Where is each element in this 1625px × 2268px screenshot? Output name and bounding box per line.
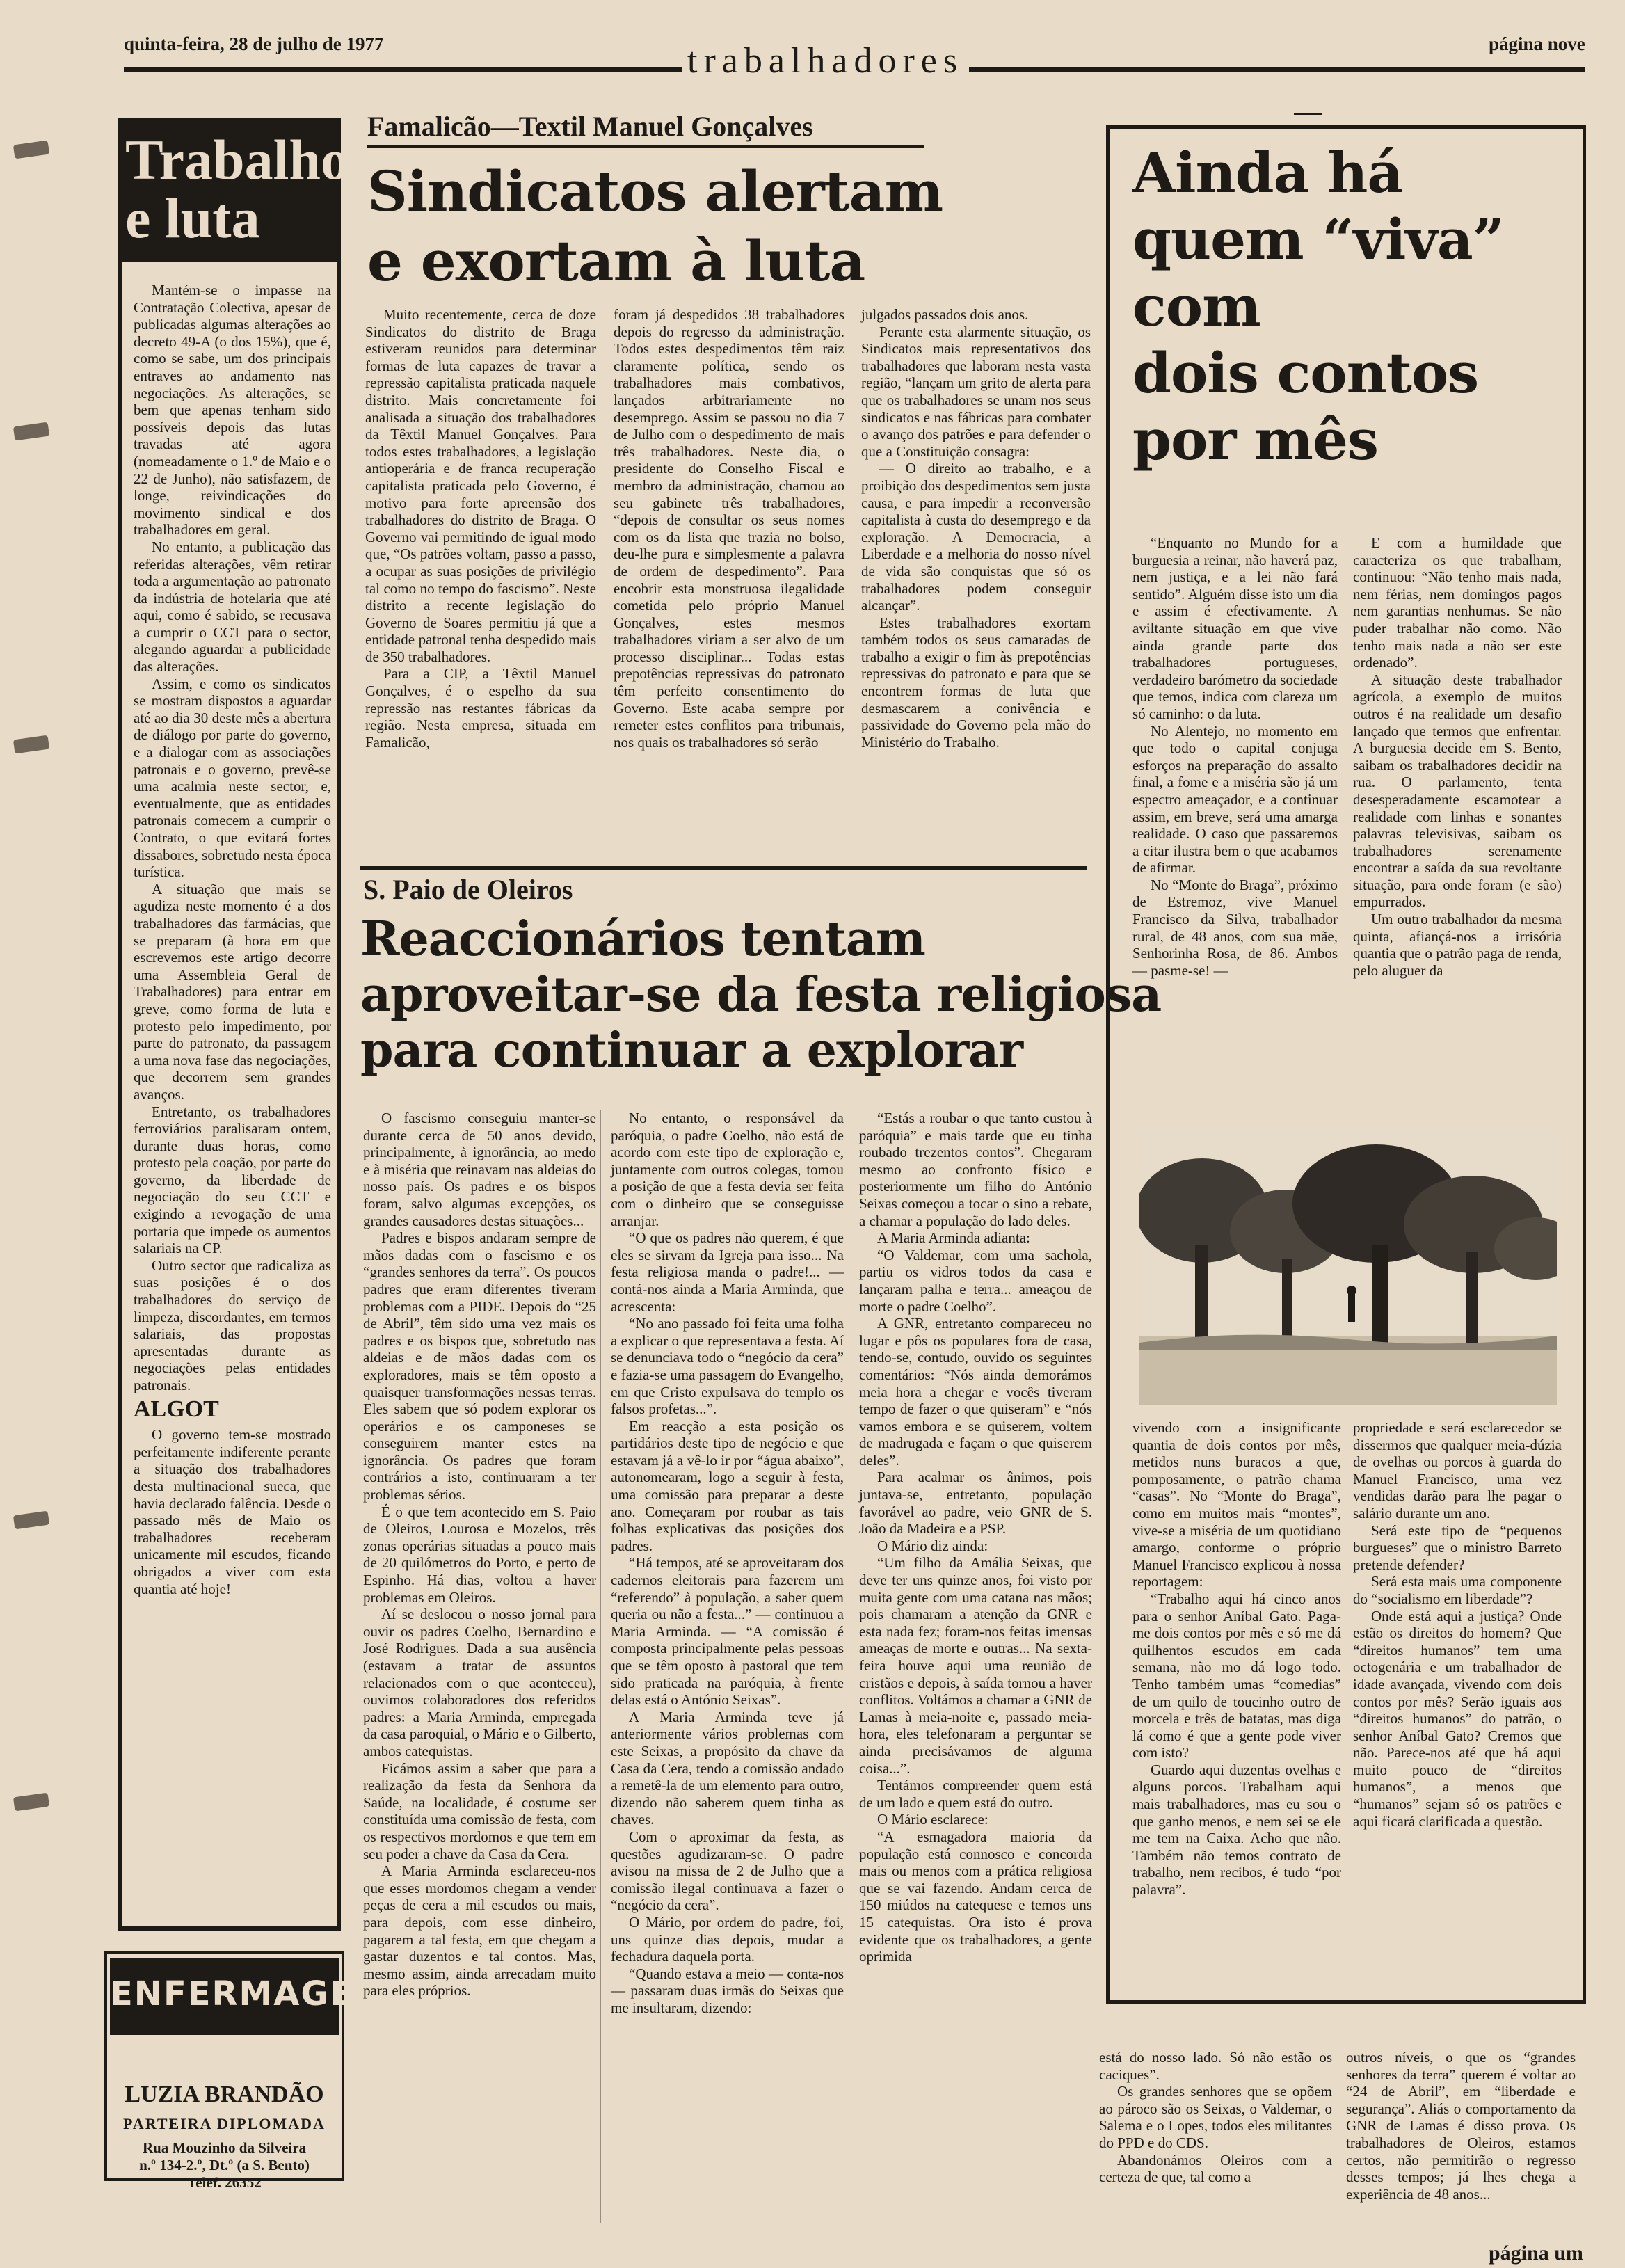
- ad-name: LUZIA BRANDÃO: [125, 2082, 324, 2107]
- binding-mark: [13, 735, 49, 754]
- article1-headline: Sindicatos alertam e exortam à luta: [367, 159, 943, 294]
- header-date: quinta-feira, 28 de julho de 1977: [124, 33, 384, 54]
- sidebar-body: Mantém-se o impasse na Contratação Colectiva, apesar de publicadas algumas alterações ao decreto 49-A (o dos 15%), que é, como se sabe, um dos principais entraves ao andamento nas negociações. As alterações, se bem que apenas tenham sido possíveis depois das lutas travadas até agora (nomeadamente o 1.º de Maio e o 22 de Junho), não satisfazem, de longe, reivindicações do movimento sindical e dos trabalhadores em geral. No entanto, a publicação das referidas alterações, vêm retirar toda a argumentação ao patronato da indústria de hotelaria que até aqui, como é sabido, se recusava a cumprir o CCT para o sector, alegando aguardar a publicidade das alterações. Assim, e como os sindicatos se mostram dispostos a aguardar até ao dia 30 deste mês a abertura de diálogo por parte do governo, e a dialogar com as associações patronais e o governo, prevê-se uma acalmia neste sector, e, eventualmente, que as entidades patronais comecem a cumprir o Contrato, o que evitará fortes dissabores, sobretudo nesta época turística. A situação que mais se agudiza neste momento é a dos trabalhadores das farmácias, que se preparam (à hora em que escrevemos este artigo decorre uma Assembleia Geral de Trabalhadores) para entrar em greve, como forma de luta e protesto pelo impedimento, por parte do patronato, da passagem a uma nova fase das negociações, que decorrem sem grandes avanços. Entretanto, os trabalhadores ferroviários paralisaram ontem, durante duas horas, como protesto pela coação, por parte do governo, da liberdade de negociação do seu CCT e exigindo a revogação de uma portaria que impede os aumentos salariais na CP. Outro sector que radicaliza as suas posições é o dos trabalhadores do serviço de limpeza, discordantes, em termos salariais, das propostas apresentadas durante as negociações pelas entidades patronais. ALGOT O governo tem-se mostrado perfeitamente indiferente perante a situação dos trabalhadores desta multinacional sueca, que havia declarado falência. Desde o passado mês de Maio os trabalhadores receberam unicamente mil escudos, ficando obrigados a viver com esta quantia até hoje!: [134, 282, 331, 1597]
- article3-col1: “Enquanto no Mundo for a burguesia a reinar, não haverá paz, nem justiça, e a lei não fará sentido”. Alguém disse isto um dia e assim é efectivamente. A aviltante situação em que vive ainda grande parte dos trabalhadores portugueses, verdadeiro barómetro da sociedade que temos, indica com clareza um só caminho: o da luta. No Alentejo, no momento em que todo o capital conjuga esforços na preparação do assalto final, a fome e a miséria são já um espectro ameaçador, e a continuar assim, em breve, será uma amarga realidade. O caso que passaremos a citar ilustra bem o que acabamos de afirmar. No “Monte do Braga”, próximo de Estremoz, vive Manuel Francisco da Silva, trabalhador rural, de 48 anos, com sua mãe, Senhorinha Rosa, de 86. Ambos — pasme-se! —: [1132, 534, 1338, 979]
- binding-mark: [13, 141, 49, 159]
- section-title: trabalhadores: [682, 40, 969, 81]
- section-divider: [360, 866, 1087, 870]
- sidebar-title: Trabalho e luta: [125, 128, 349, 250]
- article3-headline: Ainda há quem “viva” com dois contos por mês: [1132, 140, 1504, 472]
- article2-kicker: S. Paio de Oleiros: [363, 874, 573, 905]
- article3-col4: propriedade e será esclarecedor se dissermos que qualquer meia-dúzia de ovelhas ou porcos à guarda do Manuel Francisco, uma vez vendidas darão para lhe pagar o salário durante um ano. Será este tipo de “pequenos burgueses” que o ministro Barreto pretende defender? Será esta mais uma componente do “socialismo em liberdade”? Onde está aqui a justiça? Onde estão os direitos do homem? Que “direitos humanos” tem uma octogenária e um trabalhador de idade avançada, vivendo com dois contos por mês? Serão iguais aos “direitos humanos” do patrão, o senhor Aníbal Gato? Cremos que não. Parece-nos até que há aqui muito pouco de “direitos humanos”, a menos que “humanos” sejam só os patrões e aqui ficará clarificada a questão.: [1353, 1419, 1562, 1830]
- ad-title: ENFERMAGEM: [110, 1974, 389, 2013]
- article2-headline: Reaccionários tentam aproveitar-se da festa religiosa para continuar a explorar: [360, 911, 1162, 1078]
- article1-col3: julgados passados dois anos. Perante esta alarmente situação, os Sindicatos mais representativos dos trabalhadores que laboram nesta vasta região, “lançam um grito de alerta para que os trabalhadores se unam nos seus sindicatos e nas fábricas para combater o avanço dos patrões e para defender o que a Constituição consagra: — O direito ao trabalho, e a proibição dos despedimentos sem justa causa, e para impedir a reconversão capitalista à custa do desemprego e da exploração. A Democracia, a Liberdade e a melhoria do nosso nível de vida são conquistas que só os trabalhadores podem conseguir alcançar”. Estes trabalhadores exortam também todos os seus camaradas de trabalho a exigir o fim às prepotências repressivas do patronato e para que se encontrem formas de luta que desmascarem a conivência e passividade do Governo pela mão do Ministério do Trabalho.: [861, 306, 1091, 751]
- column-rule: [600, 1110, 601, 2223]
- article1-kicker-rule: [367, 145, 924, 148]
- binding-mark: [13, 1793, 49, 1812]
- article3-rule-mark: [1294, 113, 1322, 115]
- article1-col1: Muito recentemente, cerca de doze Sindicatos do distrito de Braga estiveram reunidos para determinar formas de luta capazes de travar a repressão capitalista praticada naquele distrito. Mais concretamente foi analisada a situação dos trabalhadores da Têxtil Manuel Gonçalves. Para todos estes trabalhadores, a legislação antioperária e de franca recuperação capitalista praticada pelo Governo, é motivo para forte apreensão dos trabalhadores do distrito de Braga. O Governo vai permitindo de igual modo que, “Os patrões voltam, passo a passo, a ocupar as suas posições de privilégio tal como no tempo do fascismo”. Neste distrito a recente legislação do Governo de Soares permitiu já que a entidade patronal tenha despedido mais de 350 trabalhadores. Para a CIP, a Têxtil Manuel Gonçalves, é o espelho da sua repressão nas restantes fábricas da região. Nesta empresa, situada em Famalicão,: [365, 306, 596, 751]
- article1-kicker: Famalicão—Textil Manuel Gonçalves: [367, 111, 813, 142]
- header-page-number: página nove: [1489, 33, 1585, 54]
- ad-subtitle: PARTEIRA DIPLOMADA: [123, 2115, 326, 2132]
- article2-col5: outros níveis, o que os “grandes senhores da terra” querem é voltar ao “24 de Abril”, em “liberdade e segurança”. Aliás o comportamento da GNR de Lamas é disso prova. Os trabalhadores de Oleiros, estamos certos, não permitirão o regresso desses tempos; já lhes chega a experiência de 48 anos...: [1346, 2049, 1576, 2203]
- ad-address: Rua Mouzinho da Silveira n.º 134-2.º, Dt.º (a S. Bento) Telef. 26352: [139, 2139, 310, 2191]
- article2-col1: O fascismo conseguiu manter-se durante cerca de 50 anos devido, principalmente, à ignorância, ao medo e à miséria que reinavam nas aldeias do nosso país. Os padres e os bispos foram, salvo algumas excepções, os grandes causadores destas situações... Padres e bispos andaram sempre de mãos dadas com o fascismo e os “grandes senhores da terra”. Os poucos padres que eram diferentes tiveram problemas com a PIDE. Depois do “25 de Abril”, têm sido uma vez mais os padres e os bispos que, sobretudo nas aldeias e de mãos dadas com os exploradores, mais se têm oposto a quaisquer transformações nessas terras. Eles sabem que só podem explorar os operários e os camponeses se conseguirem manter estes na ignorância. Os padres que foram contrários a isto, continuaram a ter problemas sérios. É o que tem acontecido em S. Paio de Oleiros, Lourosa e Mozelos, três zonas operárias situadas a pouco mais de 20 quilómetros do Porto, e perto de Espinho. Há dias, voltou a haver problemas em Oleiros. Aí se deslocou o nosso jornal para ouvir os padres Coelho, Bernardino e José Rodrigues. Dada a sua ausência (estavam a tratar de assuntos relacionados com o que aconteceu), ouvimos colaboradores dos referidos padres: a Maria Arminda, empregada da casa paroquial, o Mário e o Gilberto, ambos catequistas. Ficámos assim a saber que para a realização da festa da Senhora da Saúde, na localidade, é costume ser constituída uma comissão de festa, com os respectivos mordomos e que tem em seu poder a chave da Casa da Cera. A Maria Arminda esclareceu-nos que esses mordomos chegam a vender peças de cera a mil escudos ou mais, para depois, com esse dinheiro, pagarem a tal festa, em que chegam a gastar duzentos e tal contos. Mas, mesmo assim, ainda arrecadam muito para eles próprios.: [363, 1110, 596, 1999]
- article3-col3: vivendo com a insignificante quantia de dois contos por mês, metidos nuns buracos a que, pomposamente, o patrão chama “casas”. No “Monte do Braga”, como em muitos mais “montes”, vive-se a miséria de um quotidiano amargo, conforme o próprio Manuel Francisco explicou à nossa reportagem: “Trabalho aqui há cinco anos para o senhor Aníbal Gato. Paga-me dois contos por mês e só me dá quilhentos escudos em cada semana, não mo dá logo todo. Tenho também umas “comedias” de um quilo de toucinho outro de morcela e três de batatas, mas diga lá como é que a gente pode viver com isto? Guardo aqui duzentas ovelhas e alguns porcos. Trabalham aqui mais trabalhadores, mas eu sou o que ganho menos, e nem sei se ele me tem na Caixa. Acho que não. Também não temos contrato de trabalho, nem recibos, é tudo “por palavra”.: [1132, 1419, 1341, 1899]
- sidebar-subheading: ALGOT: [134, 1396, 219, 1422]
- binding-mark: [13, 422, 49, 441]
- photo-olive-grove: [1139, 1127, 1557, 1405]
- article2-col4: está do nosso lado. Só não estão os caciques”. Os grandes senhores que se opõem ao pároco são os Seixas, o Valdemar, o Salema e o Lopes, todos eles militantes do PPD e do CDS. Abandonámos Oleiros com a certeza de que, tal como a: [1099, 2049, 1332, 2186]
- article2-col2: No entanto, o responsável da paróquia, o padre Coelho, não está de acordo com este tipo de exploração e, juntamente com outros colegas, tomou a posição de que a festa devia ser feita com o dinheiro que se conseguisse arranjar. “O que os padres não querem, é que eles se sirvam da Igreja para isso... Na festa religiosa manda o padre!... — contá-nos ainda a Maria Arminda, que acrescenta: “No ano passado foi feita uma folha a explicar o que representava a festa. Aí se denunciava todo o “negócio da cera” e fazia-se uma passagem do Evangelho, em que Cristo expulsava do templo os falsos profetas...”. Em reacção a esta posição os partidários deste tipo de negócio e que estavam já a vê-lo ir por “água abaixo”, autonomearam, logo a seguir à festa, uma comissão para preparar a deste ano. Começaram por roubar as tais folhas explicativas das posições dos padres. “Há tempos, até se aproveitaram dos cadernos eleitorais para fazerem um “referendo” à população, a saber quem queria ou não a festa...” — continuou a Maria Arminda. — “A comissão é composta principalmente pelas pessoas que se têm oposto à pastoral que tem sido praticada na paróquia, à frente delas está o António Seixas”. A Maria Arminda teve já anteriormente vários problemas com este Seixas, a propósito da chave da Casa da Cera, tendo a comissão andado a remetê-la de um elemento para outro, dizendo não saberem quem tinha as chaves. Com o aproximar da festa, as questões agudizaram-se. O padre avisou na missa de 2 de Julho que a comissão ilegal continuava a fazer o “negócio da cera”. O Mário, por ordem do padre, foi, uns quinze dias depois, mudar a fechadura daquela porta. “Quando estava a meio — conta-nos — passaram duas irmãs do Seixas que me insultaram, dizendo:: [611, 1110, 844, 2016]
- binding-mark: [13, 1511, 49, 1530]
- footer-next-page: página um: [1489, 2242, 1583, 2265]
- article1-col2: foram já despedidos 38 trabalhadores depois do regresso da administração. Todos estes despedimentos têm raiz claramente política, sendo os trabalhadores mais combativos, lançados arbitrariamente no desemprego. Assim se passou no dia 7 de Julho com o despedimento de mais três trabalhadores. Neste dia, o presidente do Conselho Fiscal e membro da administração, chamou ao seu gabinete três trabalhadores, “depois de consultar os seus nomes com os da lista que trazia no bolso, deu-lhe pura e simplesmente a palavra de ordem de despedimento”. Para encobrir esta monstruosa ilegalidade cometida pelo próprio Manuel Gonçalves, estes mesmos trabalhadores viriam a ser alvo de um processo disciplinar... Todas estas prepotências repressivas do patronato têm perfeito consentimento do Governo. Este acaba sempre por remeter estes conflitos para tribunais, nos quais os trabalhadores só serão: [614, 306, 844, 751]
- article3-col2: E com a humildade que caracteriza os que trabalham, continuou: “Não tenho mais nada, nem férias, nem domingos pagos nem garantias nenhumas. Se não puder trabalhar não como. Não tenho mais nada a não ser este ordenado”. A situação deste trabalhador agrícola, a exemplo de muitos outros é na realidade um desafio lançado que termos que enfrentar. A burguesia decide em S. Bento, saibam os trabalhadores decidir na rua. O parlamento, tenta desesperadamente escamotear a realidade com linhas e sonantes palavras televisivas, saibam os trabalhadores serenamente encontrar a saída da sua revoltante situação, para onde foram (e são) empurrados. Um outro trabalhador da mesma quinta, afiançá-nos a irrisória quantia que o patrão paga de renda, pelo aluguer da: [1353, 534, 1562, 979]
- article2-col3: “Estás a roubar o que tanto custou à paróquia” e mais tarde que eu tinha roubado trezentos contos”. Chegaram mesmo ao confronto físico e posteriormente um filho do António Seixas começou a tocar o sino a rebate, a chamar a população do lado deles. A Maria Arminda adianta: “O Valdemar, com uma sachola, partiu os vidros todos da casa e lançaram palha e terra... ameaçou de morte o padre Coelho”. A GNR, entretanto compareceu no lugar e pôs os populares fora de casa, tendo-se, contudo, ouvido os seguintes comentários: “Nós ainda demorámos meia hora a chegar e vocês tiveram tempo de fazer o que quiseram” e “nós vamos embora e se quiserem, voltem de madrugada e façam o que quiserem deles”. Para acalmar os ânimos, pois juntava-se, entretanto, população favorável ao padre, veio GNR de S. João da Madeira e a PSP. O Mário diz ainda: “Um filho da Amália Seixas, que deve ter uns quinze anos, foi visto por muita gente com uma catana nas mãos; pois chamaram a atenção da GNR e esta nada fez; foram-nos feitas imensas ameaças de morte e outras... Na sexta-feira houve aqui uma reunião de cristãos e depois, à saída tornou a haver conflitos. Voltámos a chamar a GNR de Lamas à meia-noite e, passado meia-hora, eles telefonaram a perguntar se ainda precisávamos de alguma coisa...”. Tentámos compreender quem está de um lado e quem está do outro. O Mário esclarece: “A esmagadora maioria da população está connosco e concorda mais ou menos com a prática religiosa que se vai fazendo. Andam cerca de 150 miúdos na catequese e temos uns 15 catequistas. Ora isto é prova evidente que os trabalhadores, a gente oprimida: [859, 1110, 1092, 1965]
